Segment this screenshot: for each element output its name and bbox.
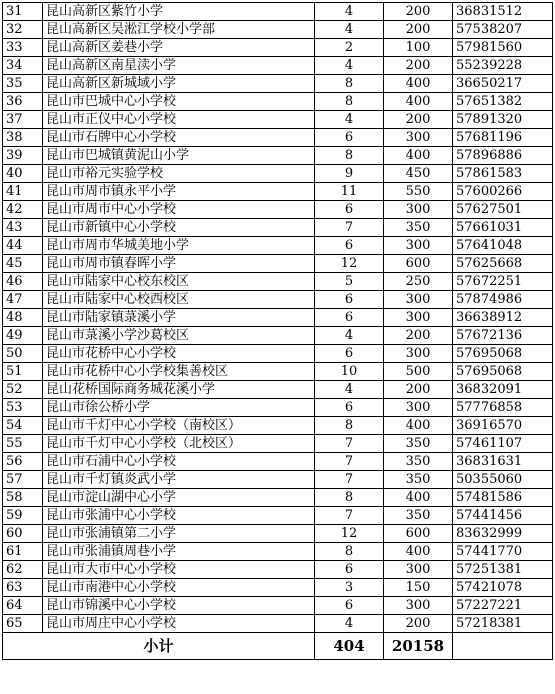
class-count: 6	[315, 309, 384, 327]
school-name: 昆山高新区紫竹小学	[43, 3, 315, 21]
class-count: 8	[315, 75, 384, 93]
table-row	[3, 75, 553, 93]
row-number: 40	[3, 165, 43, 183]
row-number: 57	[3, 471, 43, 489]
phone-number: 57227221	[453, 597, 553, 615]
phone-number: 36831631	[453, 453, 553, 471]
phone-number: 57681196	[453, 129, 553, 147]
class-count: 7	[315, 219, 384, 237]
school-name: 昆山高新区南星渎小学	[43, 57, 315, 75]
student-count: 300	[384, 597, 453, 615]
table-row	[3, 579, 553, 597]
school-name: 昆山市陆家镇菉溪小学	[43, 309, 315, 327]
school-name: 昆山市周市华城美地小学	[43, 237, 315, 255]
class-count: 4	[315, 21, 384, 39]
student-count: 200	[384, 57, 453, 75]
student-count: 550	[384, 183, 453, 201]
student-count: 400	[384, 417, 453, 435]
row-number: 48	[3, 309, 43, 327]
student-count: 400	[384, 93, 453, 111]
school-name: 昆山市周庄中心小学校	[43, 615, 315, 633]
phone-number: 36831512	[453, 3, 553, 21]
row-number: 64	[3, 597, 43, 615]
row-number: 51	[3, 363, 43, 381]
table-row	[3, 597, 553, 615]
table-row	[3, 183, 553, 201]
school-name: 昆山市裕元实验学校	[43, 165, 315, 183]
row-number: 42	[3, 201, 43, 219]
row-number: 34	[3, 57, 43, 75]
table-row	[3, 291, 553, 309]
phone-number: 57661031	[453, 219, 553, 237]
school-name: 昆山市石牌中心小学校	[43, 129, 315, 147]
table-row	[3, 309, 553, 327]
student-count: 150	[384, 579, 453, 597]
phone-number: 57481586	[453, 489, 553, 507]
student-count: 350	[384, 453, 453, 471]
school-name: 昆山高新区新城域小学	[43, 75, 315, 93]
student-count: 300	[384, 237, 453, 255]
table-row	[3, 345, 553, 363]
table-row	[3, 615, 553, 633]
student-count: 250	[384, 273, 453, 291]
total-row	[3, 633, 553, 660]
school-name: 昆山市周市中心小学校	[43, 201, 315, 219]
school-name: 昆山市周市镇永平小学	[43, 183, 315, 201]
school-name: 昆山市南港中心小学校	[43, 579, 315, 597]
phone-number: 57251381	[453, 561, 553, 579]
class-count: 8	[315, 417, 384, 435]
row-number: 50	[3, 345, 43, 363]
row-number: 41	[3, 183, 43, 201]
school-name: 昆山花桥国际商务城花溪小学	[43, 381, 315, 399]
student-count: 200	[384, 21, 453, 39]
school-name: 昆山市千灯中心小学校（南校区）	[43, 417, 315, 435]
student-count: 400	[384, 75, 453, 93]
table-row	[3, 543, 553, 561]
student-count: 350	[384, 219, 453, 237]
student-count: 600	[384, 525, 453, 543]
phone-number: 57461107	[453, 435, 553, 453]
table-row	[3, 147, 553, 165]
student-count: 300	[384, 309, 453, 327]
table-row	[3, 255, 553, 273]
school-name: 昆山市花桥中心小学校	[43, 345, 315, 363]
row-number: 47	[3, 291, 43, 309]
school-name: 昆山市锦溪中心小学校	[43, 597, 315, 615]
row-number: 31	[3, 3, 43, 21]
student-count: 350	[384, 507, 453, 525]
student-count: 300	[384, 561, 453, 579]
row-number: 55	[3, 435, 43, 453]
class-count: 9	[315, 165, 384, 183]
student-count: 300	[384, 345, 453, 363]
total-students: 20158	[384, 633, 453, 660]
phone-number: 57672251	[453, 273, 553, 291]
phone-number: 57891320	[453, 111, 553, 129]
phone-number: 57625668	[453, 255, 553, 273]
phone-number: 57627501	[453, 201, 553, 219]
table-row	[3, 201, 553, 219]
row-number: 49	[3, 327, 43, 345]
class-count: 12	[315, 255, 384, 273]
student-count: 500	[384, 363, 453, 381]
class-count: 5	[315, 273, 384, 291]
row-number: 43	[3, 219, 43, 237]
row-number: 38	[3, 129, 43, 147]
table-row	[3, 471, 553, 489]
school-name: 昆山市巴城中心小学校	[43, 93, 315, 111]
total-phone	[453, 633, 553, 660]
phone-number: 57874986	[453, 291, 553, 309]
class-count: 8	[315, 93, 384, 111]
row-number: 46	[3, 273, 43, 291]
table-row	[3, 561, 553, 579]
table-row	[3, 3, 553, 21]
school-name: 昆山市张浦中心小学校	[43, 507, 315, 525]
school-name: 昆山市张浦镇第二小学	[43, 525, 315, 543]
class-count: 4	[315, 111, 384, 129]
student-count: 400	[384, 489, 453, 507]
row-number: 39	[3, 147, 43, 165]
school-name: 昆山市徐公桥小学	[43, 399, 315, 417]
class-count: 10	[315, 363, 384, 381]
student-count: 450	[384, 165, 453, 183]
table-row	[3, 435, 553, 453]
school-name: 昆山市淀山湖中心小学	[43, 489, 315, 507]
class-count: 8	[315, 543, 384, 561]
class-count: 6	[315, 597, 384, 615]
class-count: 12	[315, 525, 384, 543]
student-count: 400	[384, 543, 453, 561]
student-count: 200	[384, 3, 453, 21]
school-name: 昆山市大市中心小学校	[43, 561, 315, 579]
row-number: 61	[3, 543, 43, 561]
row-number: 32	[3, 21, 43, 39]
student-count: 200	[384, 327, 453, 345]
class-count: 6	[315, 201, 384, 219]
class-count: 6	[315, 237, 384, 255]
phone-number: 57672136	[453, 327, 553, 345]
phone-number: 36650217	[453, 75, 553, 93]
row-number: 53	[3, 399, 43, 417]
class-count: 4	[315, 57, 384, 75]
total-classes: 404	[315, 633, 384, 660]
student-count: 300	[384, 291, 453, 309]
table-row	[3, 237, 553, 255]
row-number: 58	[3, 489, 43, 507]
class-count: 7	[315, 507, 384, 525]
school-name: 昆山市千灯中心小学校（北校区）	[43, 435, 315, 453]
class-count: 8	[315, 489, 384, 507]
table-row	[3, 525, 553, 543]
student-count: 350	[384, 471, 453, 489]
table-row	[3, 57, 553, 75]
table-row	[3, 363, 553, 381]
class-count: 3	[315, 579, 384, 597]
class-count: 6	[315, 345, 384, 363]
table-row	[3, 21, 553, 39]
row-number: 65	[3, 615, 43, 633]
class-count: 6	[315, 129, 384, 147]
row-number: 62	[3, 561, 43, 579]
class-count: 7	[315, 471, 384, 489]
class-count: 4	[315, 3, 384, 21]
phone-number: 57776858	[453, 399, 553, 417]
row-number: 60	[3, 525, 43, 543]
school-name: 昆山市正仪中心小学校	[43, 111, 315, 129]
phone-number: 57218381	[453, 615, 553, 633]
phone-number: 57896886	[453, 147, 553, 165]
class-count: 6	[315, 561, 384, 579]
table-row	[3, 111, 553, 129]
class-count: 11	[315, 183, 384, 201]
class-count: 7	[315, 453, 384, 471]
school-name: 昆山市陆家中心校西校区	[43, 291, 315, 309]
table-body	[3, 3, 553, 660]
total-label: 小计	[3, 633, 315, 660]
school-name: 昆山市石浦中心小学校	[43, 453, 315, 471]
phone-number: 36638912	[453, 309, 553, 327]
table-row	[3, 417, 553, 435]
phone-number: 57695068	[453, 363, 553, 381]
phone-number: 57861583	[453, 165, 553, 183]
phone-number: 36916570	[453, 417, 553, 435]
school-name: 昆山市新镇中心小学校	[43, 219, 315, 237]
student-count: 200	[384, 615, 453, 633]
row-number: 36	[3, 93, 43, 111]
phone-number: 83632999	[453, 525, 553, 543]
class-count: 6	[315, 399, 384, 417]
student-count: 200	[384, 381, 453, 399]
class-count: 4	[315, 615, 384, 633]
school-name: 昆山高新区姜巷小学	[43, 39, 315, 57]
table-row	[3, 39, 553, 57]
class-count: 7	[315, 435, 384, 453]
phone-number: 57651382	[453, 93, 553, 111]
table-row	[3, 273, 553, 291]
table-row	[3, 165, 553, 183]
row-number: 59	[3, 507, 43, 525]
row-number: 56	[3, 453, 43, 471]
class-count: 6	[315, 291, 384, 309]
student-count: 100	[384, 39, 453, 57]
table-row	[3, 507, 553, 525]
student-count: 300	[384, 201, 453, 219]
class-count: 8	[315, 147, 384, 165]
class-count: 4	[315, 327, 384, 345]
student-count: 600	[384, 255, 453, 273]
phone-number: 57441456	[453, 507, 553, 525]
phone-number: 36832091	[453, 381, 553, 399]
row-number: 52	[3, 381, 43, 399]
row-number: 54	[3, 417, 43, 435]
phone-number: 57600266	[453, 183, 553, 201]
school-name: 昆山市张浦镇周巷小学	[43, 543, 315, 561]
table-row	[3, 489, 553, 507]
school-name: 昆山市巴城镇黄泥山小学	[43, 147, 315, 165]
school-name: 昆山市周市镇春晖小学	[43, 255, 315, 273]
student-count: 200	[384, 111, 453, 129]
phone-number: 57421078	[453, 579, 553, 597]
row-number: 37	[3, 111, 43, 129]
student-count: 400	[384, 147, 453, 165]
class-count: 4	[315, 381, 384, 399]
student-count: 350	[384, 435, 453, 453]
table-row	[3, 381, 553, 399]
school-name: 昆山市花桥中心小学校集善校区	[43, 363, 315, 381]
school-name: 昆山市菉溪小学沙葛校区	[43, 327, 315, 345]
table-row	[3, 129, 553, 147]
phone-number: 57538207	[453, 21, 553, 39]
phone-number: 57981560	[453, 39, 553, 57]
class-count: 2	[315, 39, 384, 57]
phone-number: 57641048	[453, 237, 553, 255]
table-row	[3, 219, 553, 237]
phone-number: 57695068	[453, 345, 553, 363]
table-row	[3, 453, 553, 471]
student-count: 300	[384, 129, 453, 147]
school-table	[2, 2, 553, 660]
table-row	[3, 327, 553, 345]
phone-number: 50355060	[453, 471, 553, 489]
phone-number: 55239228	[453, 57, 553, 75]
row-number: 45	[3, 255, 43, 273]
school-name: 昆山高新区吴淞江学校小学部	[43, 21, 315, 39]
phone-number: 57441770	[453, 543, 553, 561]
row-number: 33	[3, 39, 43, 57]
table-row	[3, 399, 553, 417]
row-number: 44	[3, 237, 43, 255]
table-row	[3, 93, 553, 111]
student-count: 300	[384, 399, 453, 417]
row-number: 63	[3, 579, 43, 597]
row-number: 35	[3, 75, 43, 93]
school-name: 昆山市千灯镇炎武小学	[43, 471, 315, 489]
school-name: 昆山市陆家中心校东校区	[43, 273, 315, 291]
